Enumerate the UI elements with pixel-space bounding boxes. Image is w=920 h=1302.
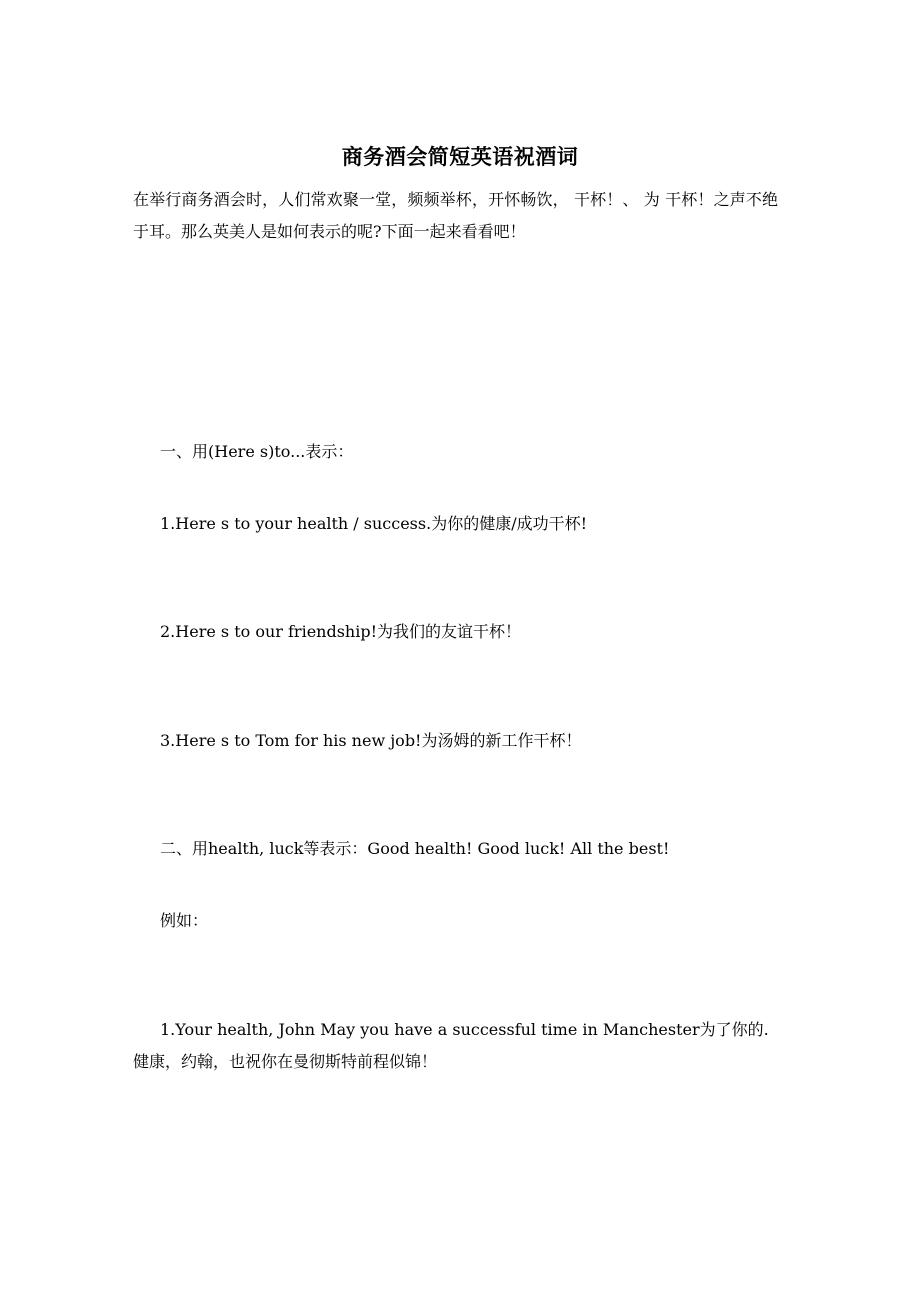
section2-example-label: 例如： xyxy=(160,911,209,930)
section1-heading: 一、用(Here s)to...表示： xyxy=(160,442,354,461)
section1-example-3: 3.Here s to Tom for his new job!为汤姆的新工作干杯！ xyxy=(160,731,582,750)
section1-example-1: 1.Here s to your health / success.为你的健康/成功干杯! xyxy=(160,514,588,533)
section2-heading: 二、用health, luck等表示：Good health! Good luck! All the best! xyxy=(160,839,670,858)
section2-example-text: 1.Your health, John May you have a successful time in Manchester为了你的.健康，约翰，也祝你在曼彻斯特前程似锦！ xyxy=(133,1020,769,1071)
document-title: 商务酒会简短英语祝酒词 xyxy=(341,144,579,169)
intro-paragraph: 在举行商务酒会时，人们常欢聚一堂，频频举杯，开怀畅饮， 干杯！、 为 干杯！之声不绝于耳。那么英美人是如何表示的呢?下面一起来看看吧！ xyxy=(133,190,778,241)
section1-example-2: 2.Here s to our friendship!为我们的友谊干杯！ xyxy=(160,622,522,641)
